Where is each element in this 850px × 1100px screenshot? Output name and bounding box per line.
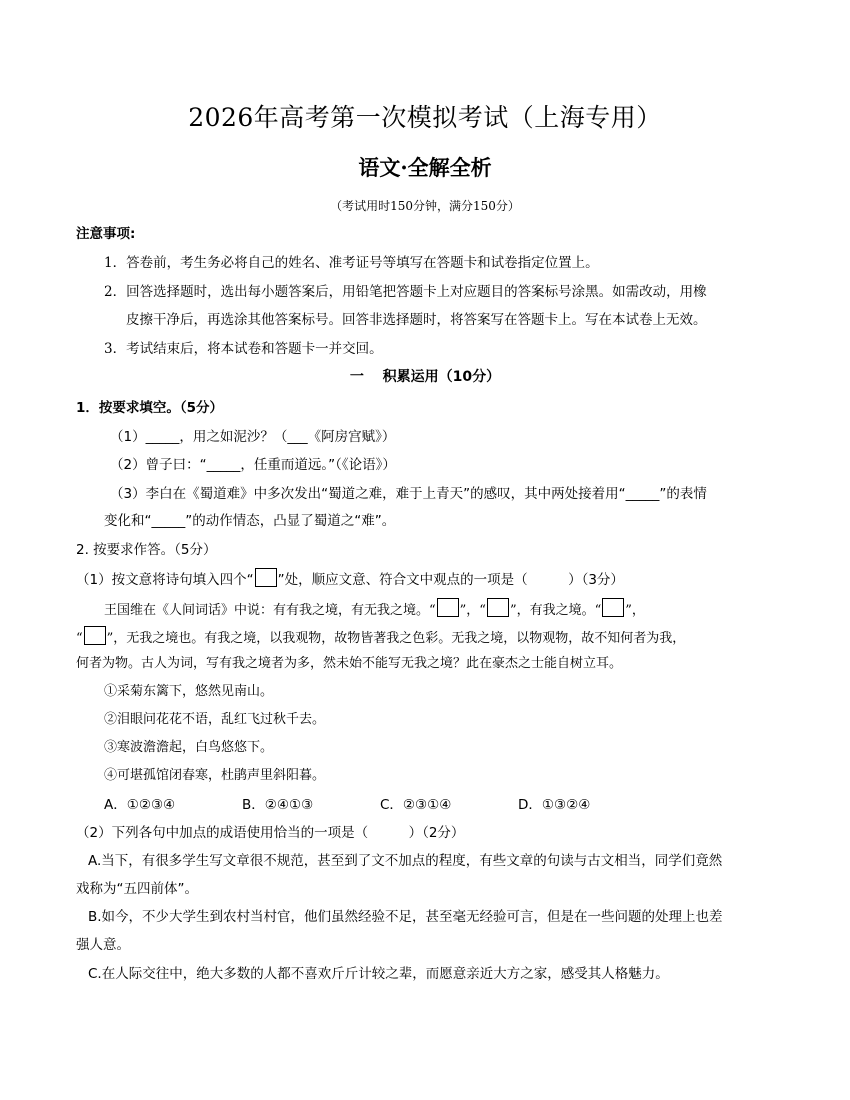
poem-4: ④可堪孤馆闭春寒，杜鹃声里斜阳暮。: [104, 768, 326, 783]
q2-options: [104, 795, 656, 815]
poem-1: ①采菊东篱下，悠然见南山。: [104, 684, 274, 699]
option-a: A．①②③④: [104, 797, 176, 813]
notes-heading: 注意事项:: [76, 226, 136, 242]
choice-a-line-1: A.当下，有很多学生写文章很不规范，甚至到了文不加点的程度，有些文章的句读与古文相当，同学们竟然: [88, 853, 723, 869]
q1-sub-2: （2）曾子曰：“_____，任重而道远。”（《论语》）: [110, 457, 396, 473]
blank-box: [437, 598, 459, 617]
q1-sub-3-line-2: 变化和“_____”的动作情态，凸显了蜀道之“难”。: [104, 513, 396, 529]
exam-info: （考试用时150分钟，满分150分）: [330, 199, 520, 213]
passage-line-1-a: 王国维在《人间词话》中说：有有我之境，有无我之境。“: [104, 603, 436, 618]
blank-box: [602, 598, 624, 617]
passage-line-2: [76, 626, 685, 649]
passage-line-1-sep: ”，“: [459, 603, 486, 618]
q1-sub-1: （1）_____，用之如泥沙？（___《阿房宫赋》）: [110, 429, 396, 445]
choice-b-line-1: B.如今，不少大学生到农村当村官，他们虽然经验不足，甚至毫无经验可言，但是在一些问题的处理上也差: [88, 909, 723, 925]
choice-a-line-2: 戏称为“五四前体”。: [76, 881, 198, 897]
exam-title: 2026年高考第一次模拟考试（上海专用）: [188, 103, 662, 132]
q2-sub-2-heading: （2）下列各句中加点的成语使用恰当的一项是（ ）（2分）: [76, 825, 465, 841]
passage-line-1: [104, 598, 645, 621]
option-b: B．②④①③: [242, 797, 314, 813]
q1-sub-3-line-1: （3）李白在《蜀道难》中多次发出“蜀道之难，难于上青天”的感叹，其中两处接着用“_____”的表情: [110, 486, 707, 502]
q2-sub-1: [76, 568, 624, 590]
notes-item-1: 1．答卷前，考生务必将自己的姓名、准考证号等填写在答题卡和试卷指定位置上。: [104, 255, 599, 271]
notes-item-3: 3．考试结束后，将本试卷和答题卡一并交回。: [104, 341, 383, 357]
poem-3: ③寒波澹澹起，白鸟悠悠下。: [104, 740, 274, 755]
passage-line-1-end: ”，: [625, 603, 645, 618]
choice-c: C.在人际交往中，绝大多数的人都不喜欢斤斤计较之辈，而愿意亲近大方之家，感受其人格魅力。: [88, 966, 669, 982]
q1-heading: 1．按要求填空。（5分）: [76, 400, 224, 416]
exam-subtitle: 语文·全解全析: [358, 155, 492, 180]
passage-line-2-open: “: [76, 631, 83, 646]
choice-b-line-2: 强人意。: [76, 937, 130, 953]
notes-item-2-line-1: 2．回答选择题时，选出每小题答案后，用铅笔把答题卡上对应题目的答案标号涂黑。如需改动，用橡: [104, 284, 707, 300]
q2-sub-1-suffix: ”处，顺应文意、符合文中观点的一项是（ ）（3分）: [277, 572, 624, 588]
section-1-heading: 一 积累运用（10分）: [349, 369, 501, 385]
option-c: C．②③①④: [380, 797, 452, 813]
q2-sub-1-prefix: （1）按文意将诗句填入四个“: [76, 572, 254, 588]
passage-line-2-rest: ”，无我之境也。有我之境，以我观物，故物皆著我之色彩。无我之境，以物观物，故不知何者为我，: [106, 631, 686, 646]
blank-box: [255, 568, 277, 587]
q2-heading: 2. 按要求作答。（5分）: [76, 542, 217, 558]
notes-item-2-line-2: 皮擦干净后，再选涂其他答案标号。回答非选择题时，将答案写在答题卡上。写在本试卷上无效。: [126, 312, 707, 328]
blank-box: [84, 626, 106, 645]
poem-2: ②泪眼问花花不语，乱红飞过秋千去。: [104, 712, 326, 727]
passage-line-3: 何者为物。古人为词，写有我之境者为多，然未始不能写无我之境？此在豪杰之士能自树立耳。: [76, 656, 623, 671]
passage-line-1-b: ”，有我之境。“: [509, 603, 602, 618]
blank-box: [487, 598, 509, 617]
option-d: D．①③②④: [518, 797, 591, 813]
